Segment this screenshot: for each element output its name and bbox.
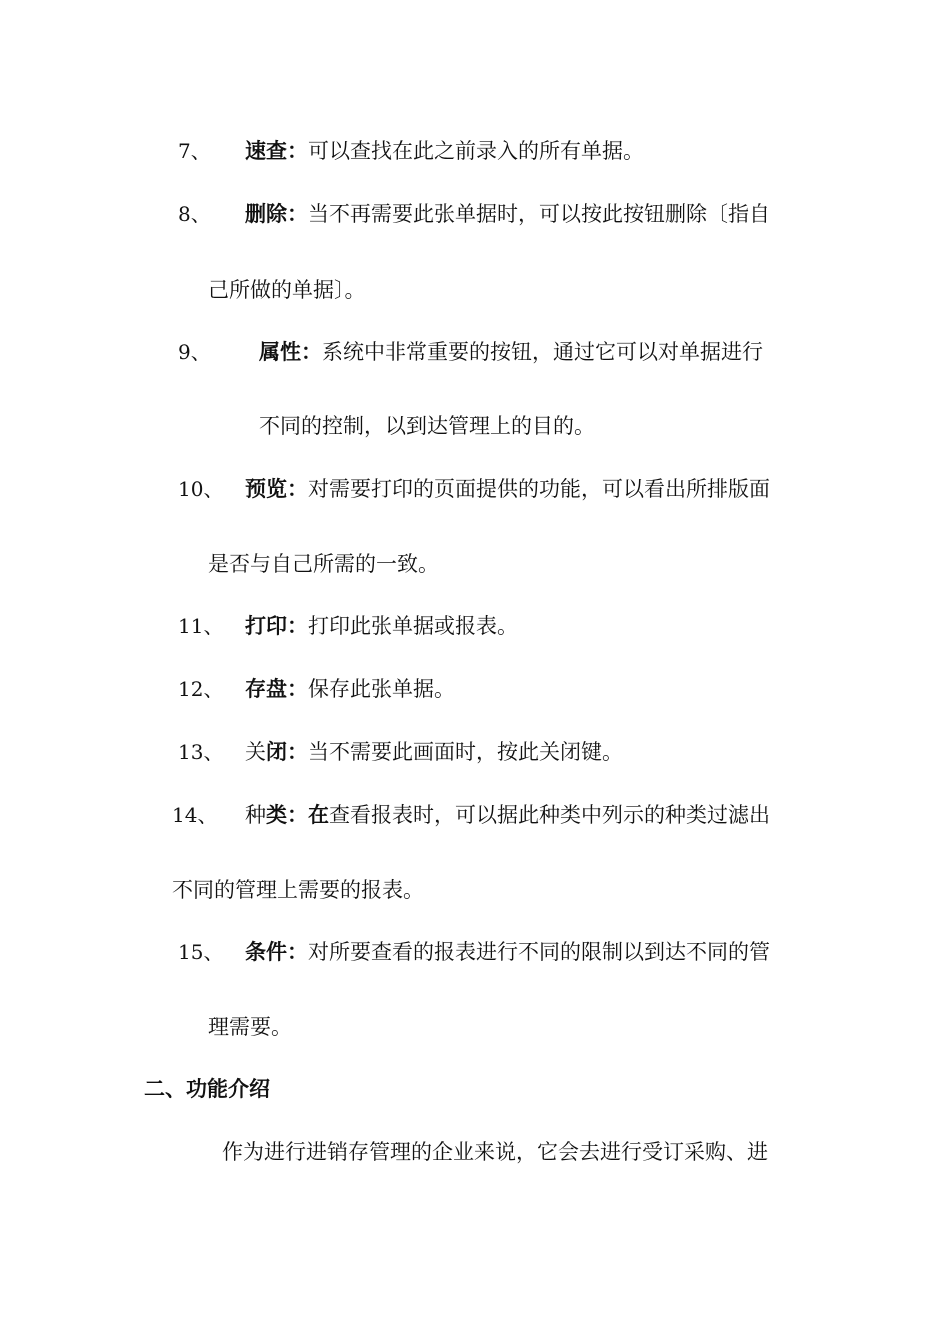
item-text: 对所要查看的报表进行不同的限制以到达不同的管 xyxy=(308,940,770,964)
item-line xyxy=(245,612,518,640)
item-line xyxy=(245,938,770,966)
item-term: 类：在 xyxy=(266,802,329,827)
item-continuation: 是否与自己所需的一致。 xyxy=(208,552,439,576)
item-term-plain: 种 xyxy=(245,803,266,827)
item-line xyxy=(245,137,644,165)
item-text: 保存此张单据。 xyxy=(308,677,455,701)
item-continuation: 不同的控制，以到达管理上的目的。 xyxy=(259,414,595,438)
item-term: 闭： xyxy=(266,739,308,764)
item-number: 14、 xyxy=(172,803,218,827)
item-text: 当不再需要此张单据时，可以按此按钮删除〔指自 xyxy=(308,202,770,226)
item-term-plain: 关 xyxy=(245,740,266,764)
item-text: 系统中非常重要的按钮，通过它可以对单据进行 xyxy=(322,340,763,364)
item-term: 属性： xyxy=(259,339,322,364)
item-number: 7、 xyxy=(178,139,211,163)
item-number: 13、 xyxy=(178,740,224,764)
item-term: 预览： xyxy=(245,476,308,501)
item-line xyxy=(245,675,455,703)
item-line xyxy=(245,200,770,228)
item-line xyxy=(259,338,763,366)
item-term: 存盘： xyxy=(245,676,308,701)
item-number: 12、 xyxy=(178,677,224,701)
item-number: 10、 xyxy=(178,477,224,501)
item-line xyxy=(245,738,623,766)
item-number: 11、 xyxy=(178,614,224,638)
intro-paragraph: 作为进行进销存管理的企业来说，它会去进行受订采购、进 xyxy=(222,1140,768,1164)
item-term: 打印： xyxy=(245,613,308,638)
item-continuation: 不同的管理上需要的报表。 xyxy=(172,878,424,902)
item-number: 15、 xyxy=(178,940,224,964)
item-text: 对需要打印的页面提供的功能，可以看出所排版面 xyxy=(308,477,770,501)
item-term: 条件： xyxy=(245,939,308,964)
item-line xyxy=(245,475,770,503)
item-text: 打印此张单据或报表。 xyxy=(308,614,518,638)
item-term: 删除： xyxy=(245,201,308,226)
item-number: 9、 xyxy=(178,340,211,364)
item-line xyxy=(245,801,770,829)
item-text: 查看报表时，可以据此种类中列示的种类过滤出 xyxy=(329,803,770,827)
item-continuation: 理需要。 xyxy=(208,1015,292,1039)
item-number: 8、 xyxy=(178,202,211,226)
item-text: 可以查找在此之前录入的所有单据。 xyxy=(308,139,644,163)
section-heading: 二、功能介绍 xyxy=(144,1076,270,1101)
item-continuation: 己所做的单据〕。 xyxy=(208,278,366,302)
item-term: 速查： xyxy=(245,138,308,163)
item-text: 当不需要此画面时，按此关闭键。 xyxy=(308,740,623,764)
